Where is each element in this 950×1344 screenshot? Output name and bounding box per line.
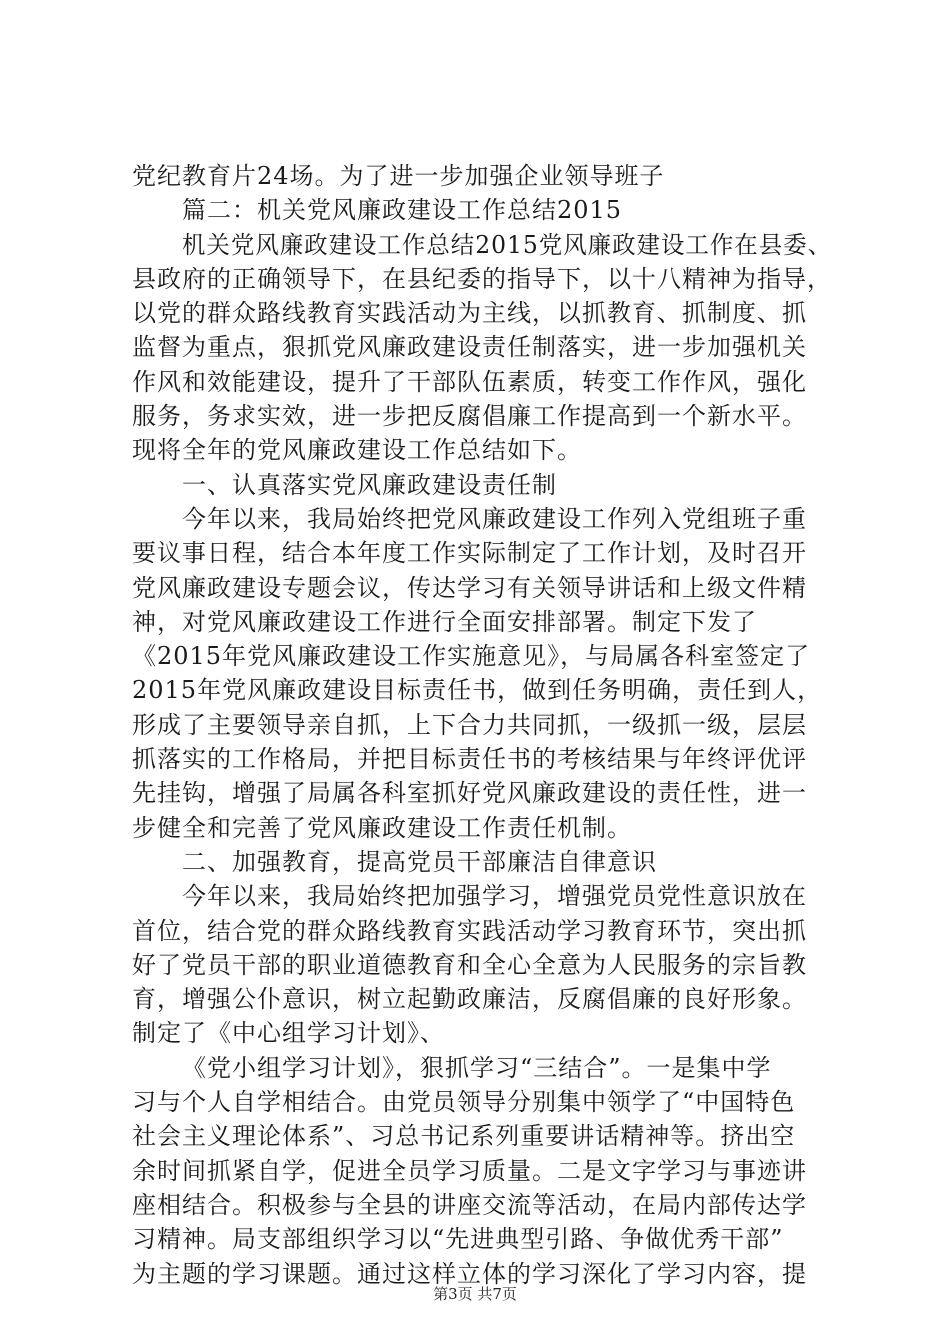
text-line: 党纪教育片24场。为了进一步加强企业领导班子 [132, 162, 665, 190]
text-line: 现将全年的党风廉政建设工作总结如下。 [132, 436, 582, 465]
text-line: 抓落实的工作格局，并把目标责任书的考核结果与年终评优评 [132, 745, 807, 774]
text-line: 今年以来，我局始终把加强学习，增强党员党性意识放在 [182, 882, 807, 911]
text-line: 《党小组学习计划》，狠抓学习“三结合”。一是集中学 [182, 1053, 772, 1082]
text-line: 余时间抓紧自学，促进全员学习质量。二是文字学习与事迹讲 [132, 1156, 807, 1185]
text-line: 一、认真落实党风廉政建设责任制 [182, 470, 557, 499]
text-line: 育，增强公仆意识，树立起勤政廉洁，反腐倡廉的良好形象。 [132, 985, 807, 1014]
page-footer: 第3页 共7页 [433, 1285, 517, 1303]
text-line: 社会主义理论体系”、习总书记系列重要讲话精神等。挤出空 [132, 1122, 796, 1151]
text-line: 服务，务求实效，进一步把反腐倡廉工作提高到一个新水平。 [132, 402, 807, 431]
text-line: 今年以来，我局始终把党风廉政建设工作列入党组班子重 [182, 504, 807, 533]
text-line: 篇二：机关党风廉政建设工作总结2015 [182, 196, 623, 225]
text-line: 先挂钩，增强了局属各科室抓好党风廉政建设的责任性，进一 [132, 779, 807, 808]
text-line: 好了党员干部的职业道德教育和全心全意为人民服务的宗旨教 [132, 950, 807, 979]
text-line: 形成了主要领导亲自抓，上下合力共同抓，一级抓一级，层层 [132, 710, 807, 739]
text-line: 神，对党风廉政建设工作进行全面安排部署。制定下发了 [132, 607, 757, 636]
text-line: 步健全和完善了党风廉政建设工作责任机制。 [132, 813, 632, 842]
text-line: 要议事日程，结合本年度工作实际制定了工作计划，及时召开 [132, 539, 807, 568]
text-line: 制定了《中心组学习计划》、 [132, 1019, 445, 1048]
text-line: 《2015年党风廉政建设工作实施意见》，与局属各科室签定了 [132, 642, 811, 671]
text-line: 首位，结合党的群众路线教育实践活动学习教育环节，突出抓 [132, 916, 807, 945]
text-line: 座相结合。积极参与全县的讲座交流等活动，在局内部传达学 [132, 1190, 807, 1219]
text-line: 机关党风廉政建设工作总结2015党风廉政建设工作在县委、 [182, 230, 832, 259]
document-body [132, 159, 832, 1291]
text-line: 2015年党风廉政建设目标责任书，做到任务明确，责任到人， [132, 676, 823, 705]
text-line: 作风和效能建设，提升了干部队伍素质，转变工作作风，强化 [132, 367, 807, 396]
text-line: 以党的群众路线教育实践活动为主线，以抓教育、抓制度、抓 [132, 299, 807, 328]
text-line: 县政府的正确领导下，在县纪委的指导下，以十八精神为指导， [132, 264, 832, 293]
text-line: 为主题的学习课题。通过这样立体的学习深化了学习内容，提 [132, 1259, 807, 1288]
text-line: 监督为重点，狠抓党风廉政建设责任制落实，进一步加强机关 [132, 333, 807, 362]
text-line: 二、加强教育，提高党员干部廉洁自律意识 [182, 847, 657, 876]
text-line: 党风廉政建设专题会议，传达学习有关领导讲话和上级文件精 [132, 573, 807, 602]
text-line: 习与个人自学相结合。由党员领导分别集中领学了“中国特色 [132, 1088, 796, 1117]
text-line: 习精神。局支部组织学习以“先进典型引路、争做优秀干部” [132, 1225, 784, 1254]
